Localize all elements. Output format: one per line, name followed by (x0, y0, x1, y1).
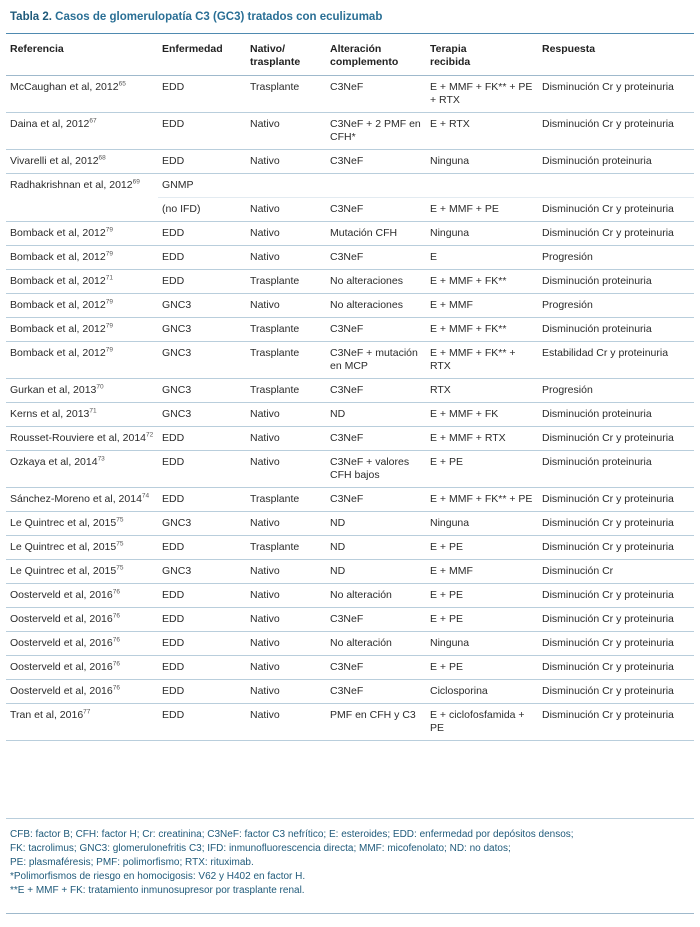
cell-nativo-trasplante: Trasplante (246, 318, 326, 342)
cell-enfermedad: GNC3 (158, 342, 246, 379)
cell-nativo-trasplante: Nativo (246, 222, 326, 246)
cell-terapia: E + MMF + FK** (426, 270, 538, 294)
reference-number: 71 (105, 274, 113, 282)
cell-enfermedad: GNC3 (158, 512, 246, 536)
cell-nativo-trasplante: Nativo (246, 150, 326, 174)
cell-nativo-trasplante: Nativo (246, 704, 326, 741)
cell-nativo-trasplante: Trasplante (246, 379, 326, 403)
cell-alteracion: ND (326, 512, 426, 536)
cell-terapia: E + MMF (426, 294, 538, 318)
cell-nativo-trasplante: Nativo (246, 198, 326, 222)
cell-terapia: E + MMF + FK** + RTX (426, 342, 538, 379)
reference-number: 75 (116, 516, 124, 524)
bottom-rule (6, 913, 694, 914)
header-respuesta: Respuesta (538, 39, 694, 76)
table-row (6, 318, 694, 342)
cell-terapia: E + PE (426, 584, 538, 608)
cell-referencia: Daina et al, 2012$^{67}$ (6, 113, 158, 150)
cell-referencia: Vivarelli et al, 2012$^{68}$ (6, 150, 158, 174)
cell-terapia: E + MMF + FK** + PE + RTX (426, 76, 538, 113)
cell-respuesta: Disminución Cr y proteinuria (538, 584, 694, 608)
cell-respuesta: Disminución Cr y proteinuria (538, 76, 694, 113)
header-referencia: Referencia (6, 39, 158, 76)
reference-number: 77 (83, 708, 91, 716)
table-row (6, 76, 694, 113)
cell-alteracion: Mutación CFH (326, 222, 426, 246)
cell-nativo-trasplante: Nativo (246, 403, 326, 427)
cell-nativo-trasplante: Nativo (246, 113, 326, 150)
cell-respuesta: Disminución Cr y proteinuria (538, 427, 694, 451)
table-row (6, 427, 694, 451)
cell-respuesta: Disminución Cr y proteinuria (538, 198, 694, 222)
cell-alteracion: C3NeF (326, 656, 426, 680)
reference-number: 73 (97, 455, 105, 463)
cell-respuesta: Disminución proteinuria (538, 270, 694, 294)
cell-referencia: Tran et al, 2016$^{77}$ (6, 704, 158, 741)
cell-terapia: E + MMF + FK** (426, 318, 538, 342)
cell-enfermedad: EDD (158, 150, 246, 174)
cell-terapia: E + MMF + RTX (426, 427, 538, 451)
cell-enfermedad: EDD (158, 113, 246, 150)
reference-number: 70 (96, 383, 104, 391)
cell-enfermedad: EDD (158, 536, 246, 560)
cell-respuesta: Estabilidad Cr y proteinuria (538, 342, 694, 379)
table-row (6, 270, 694, 294)
reference-number: 79 (105, 346, 113, 354)
cell-alteracion: C3NeF (326, 608, 426, 632)
cell-nativo-trasplante: Nativo (246, 608, 326, 632)
cell-terapia: Ciclosporina (426, 680, 538, 704)
table-row (6, 294, 694, 318)
reference-number: 69 (132, 178, 140, 186)
table-row (6, 704, 694, 741)
cell-referencia: Bomback et al, 2012$^{79}$ (6, 222, 158, 246)
cell-terapia: E + MMF + FK** + PE (426, 488, 538, 512)
cell-nativo-trasplante: Trasplante (246, 270, 326, 294)
reference-number: 68 (98, 154, 106, 162)
cell-enfermedad: EDD (158, 584, 246, 608)
cell-referencia: Bomback et al, 2012$^{79}$ (6, 246, 158, 270)
table-row (6, 608, 694, 632)
cell-terapia: E + MMF + FK (426, 403, 538, 427)
cell-alteracion: C3NeF (326, 150, 426, 174)
cell-alteracion: ND (326, 403, 426, 427)
cell-respuesta: Progresión (538, 246, 694, 270)
cell-nativo-trasplante: Nativo (246, 632, 326, 656)
cell-referencia: McCaughan et al, 2012$^{65}$ (6, 76, 158, 113)
cell-alteracion: No alteraciones (326, 294, 426, 318)
header-alteracion-complemento: Alteración complemento (326, 39, 426, 76)
table-row (6, 451, 694, 488)
table-row (6, 560, 694, 584)
table-footnotes (10, 828, 690, 898)
footnote-abbreviations-2: FK: tacrolimus; GNC3: glomerulonefritis C3; IFD: inmunofluorescencia directa; MMF: micofenolato; ND: no datos; (10, 843, 511, 854)
cell-enfermedad: EDD (158, 222, 246, 246)
cell-enfermedad: GNC3 (158, 560, 246, 584)
cell-nativo-trasplante: Nativo (246, 427, 326, 451)
cell-terapia: E + RTX (426, 113, 538, 150)
cell-alteracion: C3NeF (326, 379, 426, 403)
cell-respuesta: Progresión (538, 294, 694, 318)
cell-respuesta: Disminución Cr y proteinuria (538, 536, 694, 560)
reference-number: 79 (105, 322, 113, 330)
cell-nativo-trasplante (246, 174, 326, 198)
cell-alteracion: C3NeF (326, 198, 426, 222)
cell-referencia: Gurkan et al, 2013$^{70}$ (6, 379, 158, 403)
cell-referencia: Oosterveld et al, 2016$^{76}$ (6, 632, 158, 656)
table-row (6, 113, 694, 150)
cell-nativo-trasplante: Nativo (246, 512, 326, 536)
cell-terapia: E + ciclofosfamida + PE (426, 704, 538, 741)
cell-alteracion: No alteración (326, 584, 426, 608)
cell-enfermedad: EDD (158, 270, 246, 294)
table-row (6, 512, 694, 536)
cell-terapia: E (426, 246, 538, 270)
cases-table (6, 39, 694, 741)
cell-referencia: Le Quintrec et al, 2015$^{75}$ (6, 512, 158, 536)
cell-alteracion: C3NeF (326, 488, 426, 512)
cell-nativo-trasplante: Nativo (246, 680, 326, 704)
cell-terapia: Ninguna (426, 512, 538, 536)
reference-number: 71 (89, 407, 97, 415)
reference-number: 76 (112, 660, 120, 668)
cell-referencia: Oosterveld et al, 2016$^{76}$ (6, 656, 158, 680)
reference-number: 75 (116, 564, 124, 572)
cell-nativo-trasplante: Trasplante (246, 536, 326, 560)
table-row (6, 246, 694, 270)
cell-respuesta: Disminución Cr y proteinuria (538, 680, 694, 704)
cell-terapia: E + PE (426, 608, 538, 632)
cell-enfermedad: GNMP (158, 174, 246, 198)
reference-number: 74 (141, 492, 150, 500)
cell-enfermedad: GNC3 (158, 294, 246, 318)
reference-number: 67 (89, 117, 97, 125)
reference-number: 79 (105, 298, 113, 306)
cell-enfermedad: EDD (158, 656, 246, 680)
reference-number: 76 (112, 588, 120, 596)
cell-enfermedad: EDD (158, 632, 246, 656)
cell-enfermedad: GNC3 (158, 379, 246, 403)
table-row (6, 680, 694, 704)
footnote-polymorphisms: *Polimorfismos de riesgo en homocigosis: V62 y H402 en factor H. (10, 871, 306, 882)
reference-number: 75 (116, 540, 124, 548)
cell-referencia: Oosterveld et al, 2016$^{76}$ (6, 584, 158, 608)
cell-alteracion (326, 174, 426, 198)
cell-terapia: RTX (426, 379, 538, 403)
table-row (6, 536, 694, 560)
cell-terapia: Ninguna (426, 222, 538, 246)
cell-referencia: Kerns et al, 2013$^{71}$ (6, 403, 158, 427)
cell-respuesta: Progresión (538, 379, 694, 403)
cell-alteracion: PMF en CFH y C3 (326, 704, 426, 741)
table-row (6, 379, 694, 403)
table-title (10, 8, 382, 26)
reference-number: 76 (112, 684, 120, 692)
table-header-row (6, 39, 694, 76)
cell-nativo-trasplante: Nativo (246, 246, 326, 270)
cell-alteracion: C3NeF (326, 680, 426, 704)
cell-referencia: Bomback et al, 2012$^{79}$ (6, 318, 158, 342)
cell-respuesta: Disminución Cr y proteinuria (538, 656, 694, 680)
cell-enfermedad: (no IFD) (158, 198, 246, 222)
cell-alteracion: C3NeF + valores CFH bajos (326, 451, 426, 488)
cell-nativo-trasplante: Nativo (246, 584, 326, 608)
cell-referencia: Radhakrishnan et al, 2012$^{69}$ (6, 174, 158, 222)
cell-terapia (426, 174, 538, 198)
cell-terapia: E + PE (426, 656, 538, 680)
table-row (6, 584, 694, 608)
reference-number: 79 (105, 226, 113, 234)
cell-respuesta (538, 174, 694, 198)
table-row (6, 174, 694, 198)
cell-alteracion: ND (326, 560, 426, 584)
cell-referencia: Le Quintrec et al, 2015$^{75}$ (6, 560, 158, 584)
cell-nativo-trasplante: Trasplante (246, 342, 326, 379)
cell-terapia: E + PE (426, 536, 538, 560)
cell-nativo-trasplante: Trasplante (246, 488, 326, 512)
table-row (6, 632, 694, 656)
cell-respuesta: Disminución proteinuria (538, 451, 694, 488)
footnote-abbreviations-3: PE: plasmaféresis; PMF: polimorfismo; RTX: rituximab. (10, 857, 254, 868)
cell-referencia: Bomback et al, 2012$^{79}$ (6, 294, 158, 318)
cell-enfermedad: EDD (158, 76, 246, 113)
cell-enfermedad: EDD (158, 608, 246, 632)
table-row (6, 403, 694, 427)
cell-alteracion: No alteración (326, 632, 426, 656)
reference-number: 72 (146, 431, 154, 439)
reference-number: 76 (112, 636, 120, 644)
cell-referencia: Sánchez-Moreno et al, 2014$^{74}$ (6, 488, 158, 512)
cell-enfermedad: GNC3 (158, 318, 246, 342)
cell-respuesta: Disminución Cr y proteinuria (538, 608, 694, 632)
cell-respuesta: Disminución Cr y proteinuria (538, 632, 694, 656)
footnote-immunosuppressive: **E + MMF + FK: tratamiento inmunosupresor por trasplante renal. (10, 885, 305, 896)
cell-terapia: E + MMF + PE (426, 198, 538, 222)
cell-terapia: Ninguna (426, 150, 538, 174)
cell-terapia: Ninguna (426, 632, 538, 656)
cell-enfermedad: EDD (158, 451, 246, 488)
header-nativo-trasplante: Nativo/ trasplante (246, 39, 326, 76)
cell-respuesta: Disminución proteinuria (538, 318, 694, 342)
table-title-text: Casos de glomerulopatía C3 (GC3) tratados con eculizumab (55, 11, 383, 23)
cell-referencia: Oosterveld et al, 2016$^{76}$ (6, 680, 158, 704)
cell-alteracion: No alteraciones (326, 270, 426, 294)
cell-referencia: Bomback et al, 2012$^{79}$ (6, 342, 158, 379)
cell-referencia: Le Quintrec et al, 2015$^{75}$ (6, 536, 158, 560)
cell-respuesta: Disminución proteinuria (538, 403, 694, 427)
table-row (6, 222, 694, 246)
cell-enfermedad: EDD (158, 427, 246, 451)
cell-enfermedad: EDD (158, 704, 246, 741)
cell-alteracion: C3NeF + 2 PMF en CFH* (326, 113, 426, 150)
table-row (6, 488, 694, 512)
table-row (6, 656, 694, 680)
cell-enfermedad: EDD (158, 680, 246, 704)
cell-nativo-trasplante: Trasplante (246, 76, 326, 113)
title-rule (6, 33, 694, 34)
cell-nativo-trasplante: Nativo (246, 451, 326, 488)
cell-respuesta: Disminución Cr y proteinuria (538, 113, 694, 150)
cell-alteracion: C3NeF (326, 318, 426, 342)
cell-respuesta: Disminución proteinuria (538, 150, 694, 174)
table-title-label: Tabla 2. (10, 11, 52, 23)
cell-alteracion: C3NeF (326, 427, 426, 451)
cell-nativo-trasplante: Nativo (246, 656, 326, 680)
header-terapia-recibida: Terapia recibida (426, 39, 538, 76)
footnote-abbreviations-1: CFB: factor B; CFH: factor H; Cr: creatinina; C3NeF: factor C3 nefrítico; E: esteroides; EDD: enfermedad por depósitos densos; (10, 829, 574, 840)
notes-rule (6, 818, 694, 819)
cell-alteracion: C3NeF (326, 246, 426, 270)
cell-alteracion: C3NeF + mutación en MCP (326, 342, 426, 379)
table-body (6, 76, 694, 741)
reference-number: 79 (105, 250, 113, 258)
table-row (6, 150, 694, 174)
cell-respuesta: Disminución Cr y proteinuria (538, 488, 694, 512)
cell-nativo-trasplante: Nativo (246, 294, 326, 318)
cell-referencia: Ozkaya et al, 2014$^{73}$ (6, 451, 158, 488)
reference-number: 65 (118, 80, 126, 88)
cell-alteracion: C3NeF (326, 76, 426, 113)
cell-enfermedad: GNC3 (158, 403, 246, 427)
cell-referencia: Oosterveld et al, 2016$^{76}$ (6, 608, 158, 632)
cell-respuesta: Disminución Cr y proteinuria (538, 222, 694, 246)
cell-respuesta: Disminución Cr y proteinuria (538, 704, 694, 741)
cell-terapia: E + PE (426, 451, 538, 488)
cell-respuesta: Disminución Cr (538, 560, 694, 584)
cell-terapia: E + MMF (426, 560, 538, 584)
cell-enfermedad: EDD (158, 488, 246, 512)
cell-alteracion: ND (326, 536, 426, 560)
cell-enfermedad: EDD (158, 246, 246, 270)
cell-nativo-trasplante: Nativo (246, 560, 326, 584)
header-enfermedad: Enfermedad (158, 39, 246, 76)
cell-referencia: Rousset-Rouviere et al, 2014$^{72}$ (6, 427, 158, 451)
table-row (6, 342, 694, 379)
cell-referencia: Bomback et al, 2012$^{71}$ (6, 270, 158, 294)
reference-number: 76 (112, 612, 120, 620)
cell-respuesta: Disminución Cr y proteinuria (538, 512, 694, 536)
